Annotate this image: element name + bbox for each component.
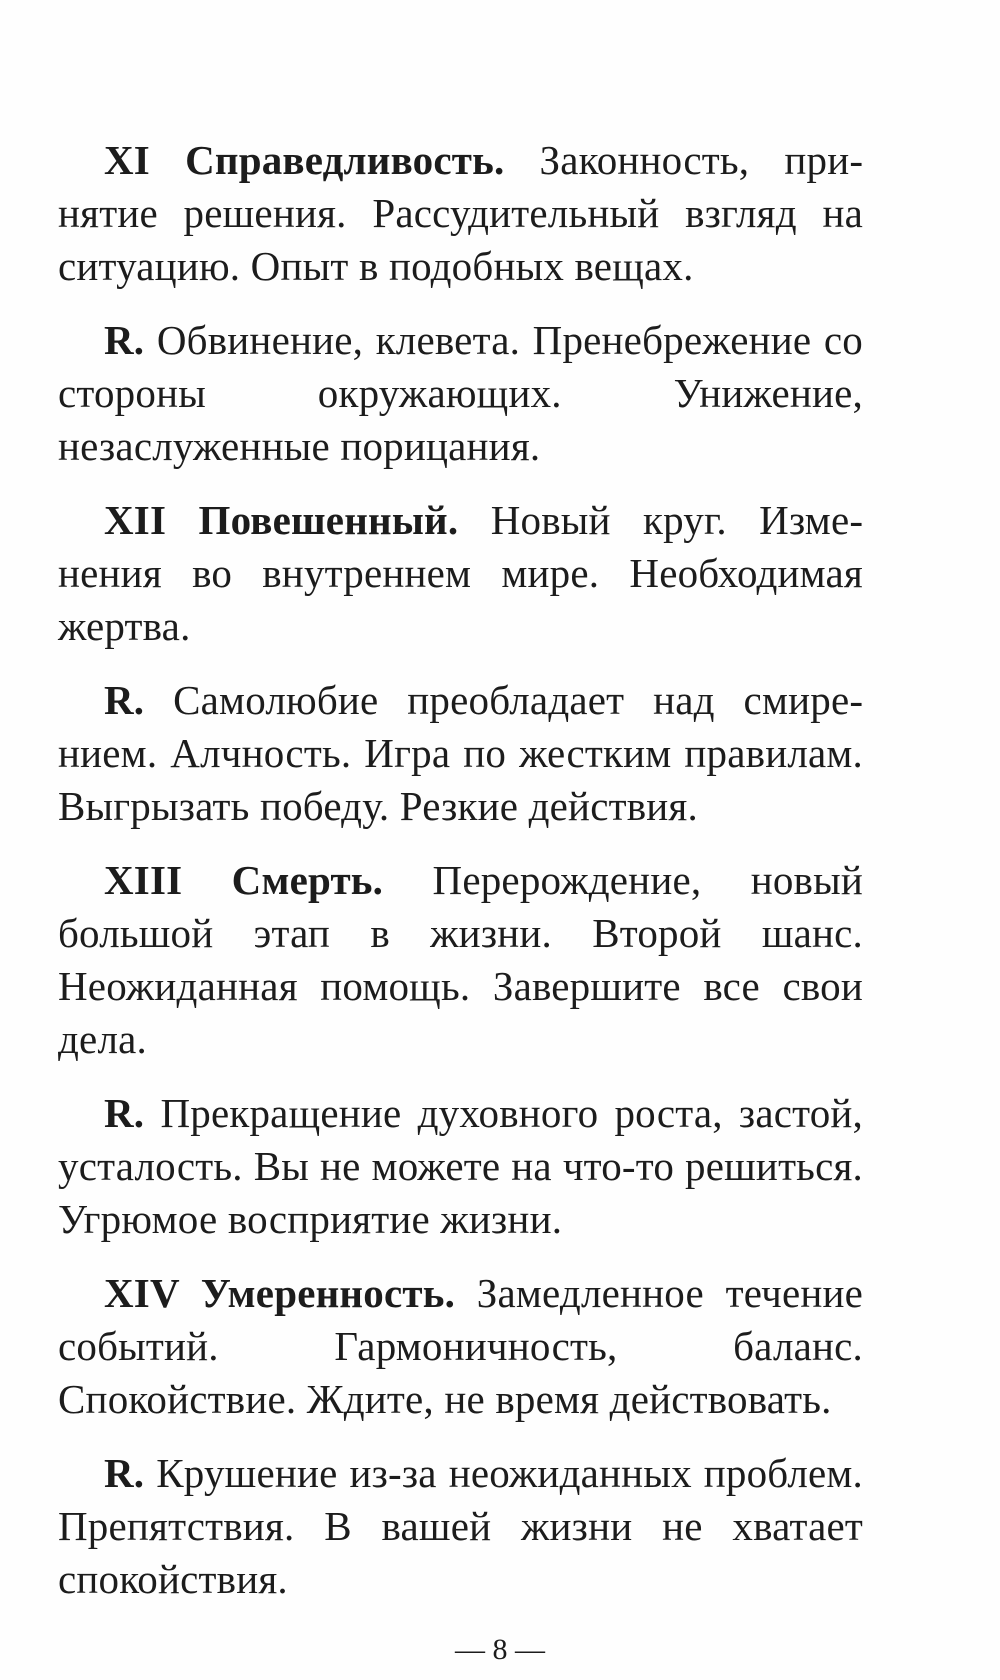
paragraph-death xyxy=(58,854,863,1066)
paragraph-heading: XI Справедливость. xyxy=(104,137,505,183)
paragraph-justice-reversed xyxy=(58,314,863,473)
paragraph-heading: R. xyxy=(104,317,145,363)
paragraph-heading: XII Повешенный. xyxy=(104,497,459,543)
paragraph-heading: R. xyxy=(104,1450,145,1496)
paragraph-text: Перерождение, новый большой этап в жизни. Второй шанс. Неожиданная помощь. Завершите все свои дела. xyxy=(58,857,863,1062)
paragraph-text: Прекращение духовного роста, застой, усталость. Вы не можете на что-то решиться. Угрюмое восприятие жизни. xyxy=(58,1090,863,1242)
paragraph-hanged-man-reversed xyxy=(58,674,863,833)
paragraph-text: Замедленное течение событий. Гармоничность, баланс. Спокойствие. Ждите, не время действовать. xyxy=(58,1270,864,1422)
paragraph-text: Обвинение, клевета. Пренебрежение со стороны окружающих. Унижение, незаслуженные порицания. xyxy=(58,317,863,469)
paragraph-temperance xyxy=(58,1267,863,1426)
page-number: — 8 — xyxy=(455,1633,545,1666)
paragraph-heading: R. xyxy=(104,1090,145,1136)
paragraph-text: Законность, принятие решения. Рассудительный взгляд на ситуацию. Опыт в подобных вещах. xyxy=(58,137,863,289)
paragraph-heading: XIV Умеренность. xyxy=(104,1270,456,1316)
text-column xyxy=(58,134,863,1627)
paragraph-hanged-man xyxy=(58,494,863,653)
paragraph-temperance-reversed xyxy=(58,1447,863,1606)
paragraph-heading: R. xyxy=(104,677,145,723)
paragraph-death-reversed xyxy=(58,1087,863,1246)
paragraph-heading: XIII Смерть. xyxy=(104,857,384,903)
paragraph-justice xyxy=(58,134,863,293)
paragraph-text: Крушение из-за неожиданных проблем. Препятствия. В вашей жизни не хватает спокойствия. xyxy=(58,1450,863,1602)
paragraph-text: Самолюбие преобладает над смирением. Алчность. Игра по жестким правилам. Выгрызать победу. Резкие действия. xyxy=(58,677,863,829)
paragraph-text: Новый круг. Изменения во внутреннем мире. Необходимая жертва. xyxy=(58,497,863,649)
